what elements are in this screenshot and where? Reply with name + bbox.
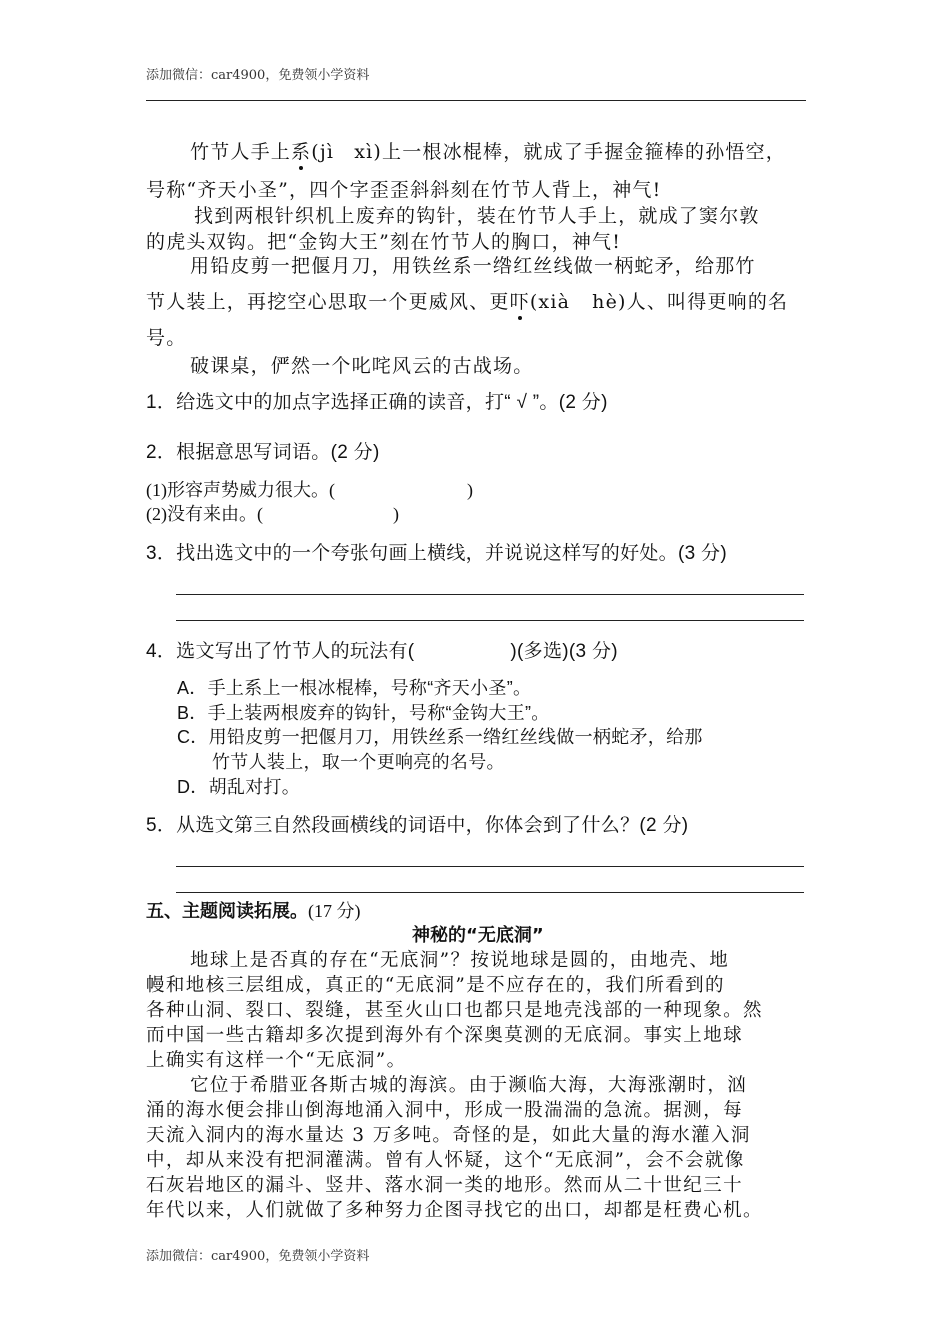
dotted-character: 系 [291, 141, 312, 163]
option-c: C．用铅皮剪一把偃月刀，用铁丝系一绺红丝线做一柄蛇矛，给那 [177, 727, 703, 747]
passage-line: 号。 [146, 327, 187, 349]
article-line: 幔和地核三层组成，真正的“无底洞”是不应存在的，我们所看到的 [146, 975, 725, 996]
passage-line: 破课桌，俨然一个叱咤风云的古战场。 [190, 355, 534, 377]
answer-line [176, 620, 804, 621]
question-3: 3．找出选文中的一个夸张句画上横线，并说说这样写的好处。(3 分) [146, 543, 727, 564]
answer-blank-close: ) [392, 504, 399, 524]
option-c-continued: 竹节人装上，取一个更响亮的名号。 [212, 752, 505, 772]
question-2-item-2: (2)没有来由。( ) [146, 504, 399, 524]
passage-line: 号称“齐天小圣”，四个字歪歪斜斜刻在竹节人背上，神气! [146, 179, 662, 201]
question-2-item-1: (1)形容声势威力很大。( ) [146, 480, 473, 500]
article-line: 上确实有这样一个“无底洞”。 [146, 1050, 407, 1071]
page-footer: 添加微信：car4900，免费领小学资料 [146, 1249, 370, 1264]
article-line: 天流入洞内的海水量达 3 万多吨。奇怪的是，如此大量的海水灌入洞 [146, 1125, 751, 1146]
question-5: 5．从选文第三自然段画横线的词语中，你体会到了什么？(2 分) [146, 815, 689, 836]
header-divider [146, 100, 806, 101]
question-1: 1．给选文中的加点字选择正确的读音，打“ √ ”。(2 分) [146, 392, 608, 413]
answer-line [176, 892, 804, 893]
answer-line [176, 866, 804, 867]
section-heading: 五、主题阅读拓展。(17 分) [146, 901, 361, 922]
option-b: B．手上装两根废弃的钩针，号称“金钩大王”。 [177, 703, 550, 723]
option-d: D．胡乱对打。 [177, 777, 301, 797]
article-line: 它位于希腊亚各斯古城的海滨。由于濒临大海，大海涨潮时，汹 [190, 1075, 748, 1096]
passage-line: 节人装上，再挖空心思取一个更威风、更吓(xià hè)人、叫得更响的名 [146, 291, 789, 313]
dotted-character: 吓 [509, 291, 530, 313]
article-line: 中，却从来没有把洞灌满。曾有人怀疑，这个“无底洞”，会不会就像 [146, 1150, 745, 1171]
page-header: 添加微信：car4900，免费领小学资料 [146, 68, 370, 83]
article-line: 年代以来，人们就做了多种努力企图寻找它的出口，却都是枉费心机。 [146, 1200, 763, 1221]
passage-line: 竹节人手上系(jì xì)上一根冰棍棒，就成了手握金箍棒的孙悟空， [190, 141, 787, 163]
passage-line: 找到两根针织机上废弃的钩针，装在竹节人手上，就成了窦尔敦 [194, 205, 760, 227]
article-line: 石灰岩地区的漏斗、竖井、落水洞一类的地形。然而从二十世纪三十 [146, 1175, 744, 1196]
answer-blank-close: ) [466, 480, 473, 500]
article-title: 神秘的“无底洞” [412, 925, 544, 946]
article-line: 而中国一些古籍却多次提到海外有个深奥莫测的无底洞。事实上地球 [146, 1025, 744, 1046]
answer-line [176, 594, 804, 595]
passage-line: 的虎头双钩。把“金钩大王”刻在竹节人的胸口，神气! [146, 231, 622, 253]
article-line: 地球上是否真的存在“无底洞”？按说地球是圆的，由地壳、地 [190, 950, 730, 971]
article-line: 涌的海水便会排山倒海地涌入洞中，形成一股湍湍的急流。据测，每 [146, 1100, 744, 1121]
passage-line: 用铅皮剪一把偃月刀，用铁丝系一绺红丝线做一柄蛇矛，给那竹 [190, 255, 756, 277]
article-line: 各种山洞、裂口、裂缝，甚至火山口也都只是地壳浅部的一种现象。然 [146, 1000, 763, 1021]
question-4: 4．选文写出了竹节人的玩法有( )(多选)(3 分) [146, 641, 618, 662]
option-a: A．手上系上一根冰棍棒，号称“齐天小圣”。 [177, 678, 532, 698]
question-2: 2．根据意思写词语。(2 分) [146, 442, 380, 463]
